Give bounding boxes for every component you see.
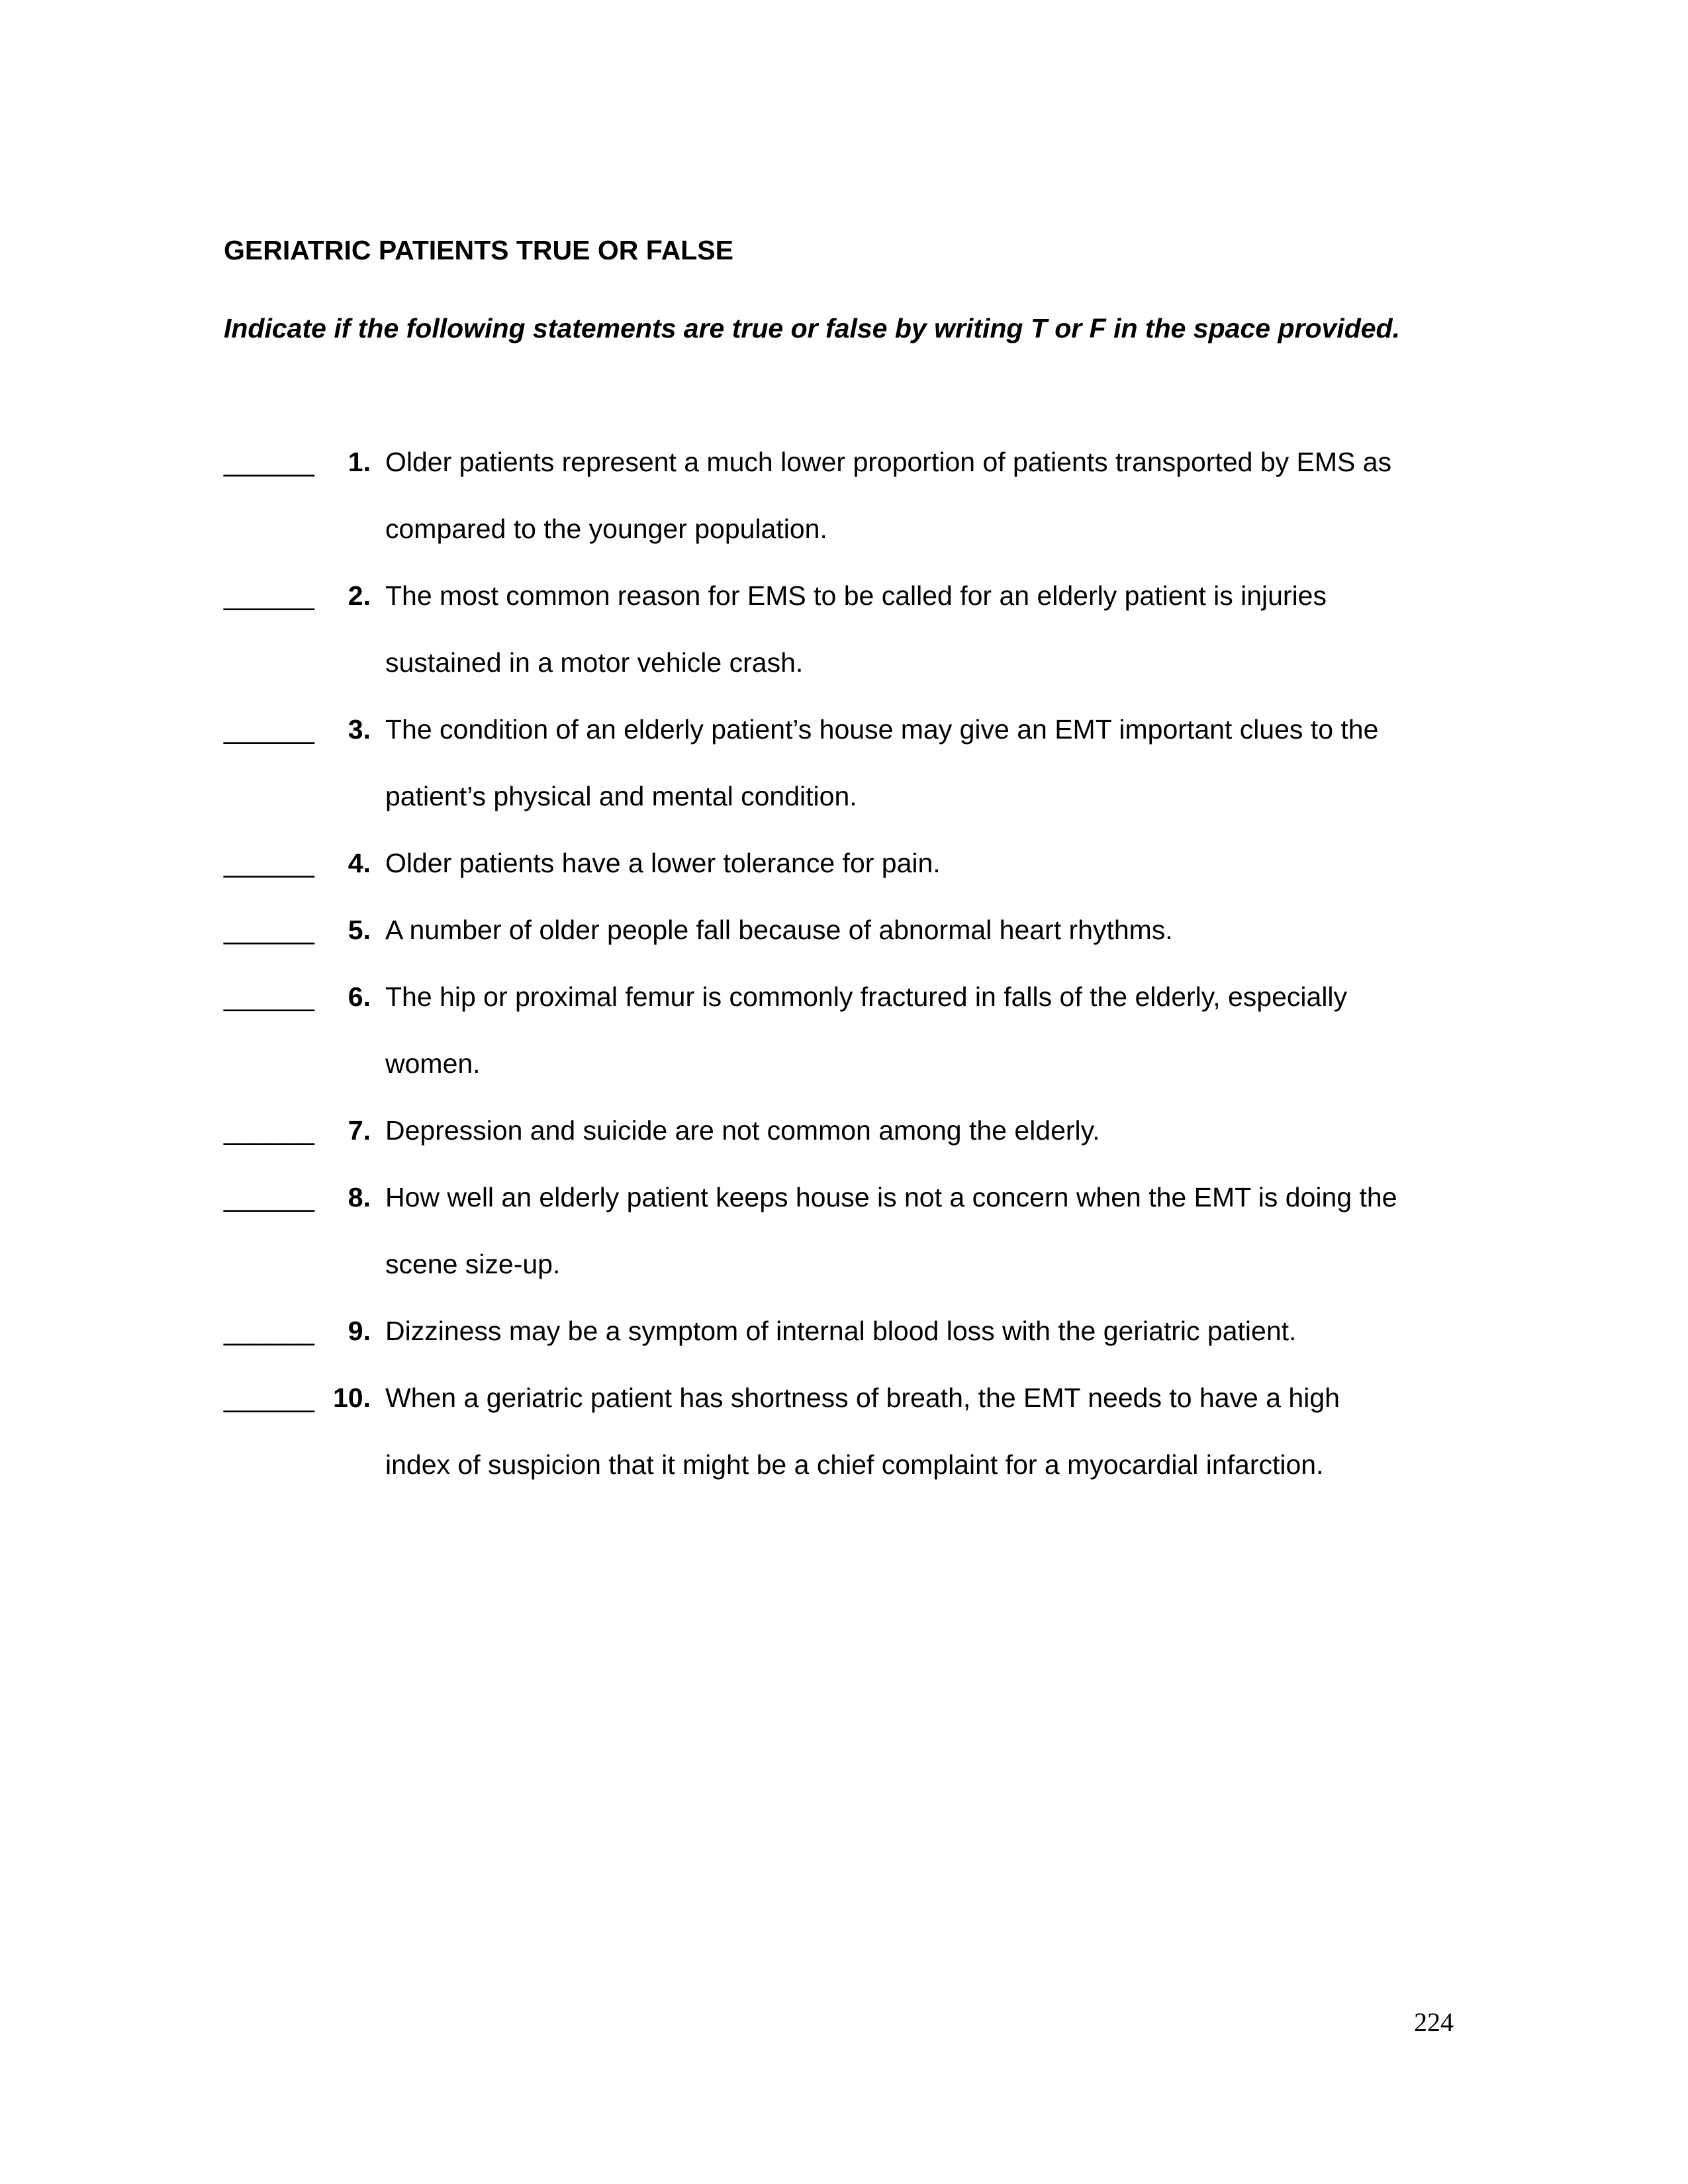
question-number: 5. xyxy=(348,915,371,945)
answer-blank[interactable]: ______ xyxy=(224,1383,314,1413)
question-item xyxy=(224,897,1415,964)
question-number: 3. xyxy=(348,714,371,745)
question-text: The condition of an elderly patient’s house may give an EMT important clues to the patient’s physical and mental condition. xyxy=(385,714,1379,811)
question-item xyxy=(224,1164,1415,1298)
question-item xyxy=(224,696,1415,830)
question-number: 10. xyxy=(333,1383,371,1413)
page-title: GERIATRIC PATIENTS TRUE OR FALSE xyxy=(224,235,733,265)
question-item xyxy=(224,563,1415,696)
question-number: 8. xyxy=(348,1182,371,1212)
answer-blank[interactable]: ______ xyxy=(224,1115,314,1146)
question-text: The most common reason for EMS to be called for an elderly patient is injuries sustained in a motor vehicle crash. xyxy=(385,580,1327,678)
answer-blank[interactable]: ______ xyxy=(224,447,314,477)
answer-blank[interactable]: ______ xyxy=(224,981,314,1012)
question-list xyxy=(224,429,1415,1498)
question-item xyxy=(224,830,1415,897)
question-text: A number of older people fall because of abnormal heart rhythms. xyxy=(385,915,1173,945)
question-number: 9. xyxy=(348,1316,371,1346)
page-number: 224 xyxy=(1414,2007,1454,2037)
question-item xyxy=(224,1298,1415,1365)
question-text: Dizziness may be a symptom of internal blood loss with the geriatric patient. xyxy=(385,1316,1297,1346)
question-number: 2. xyxy=(348,580,371,611)
question-text: The hip or proximal femur is commonly fractured in falls of the elderly, especially women. xyxy=(385,981,1348,1079)
question-number: 7. xyxy=(348,1115,371,1146)
question-text: How well an elderly patient keeps house is not a concern when the EMT is doing the scene size-up. xyxy=(385,1182,1397,1279)
question-number: 4. xyxy=(348,848,371,878)
question-number: 6. xyxy=(348,981,371,1012)
question-text: Older patients represent a much lower proportion of patients transported by EMS as compared to the younger population. xyxy=(385,447,1392,544)
answer-blank[interactable]: ______ xyxy=(224,1316,314,1346)
answer-blank[interactable]: ______ xyxy=(224,1182,314,1212)
question-item xyxy=(224,1365,1415,1498)
question-item xyxy=(224,1097,1415,1164)
answer-blank[interactable]: ______ xyxy=(224,714,314,745)
answer-blank[interactable]: ______ xyxy=(224,848,314,878)
question-text: Depression and suicide are not common among the elderly. xyxy=(385,1115,1100,1146)
question-item xyxy=(224,429,1415,563)
answer-blank[interactable]: ______ xyxy=(224,580,314,611)
answer-blank[interactable]: ______ xyxy=(224,915,314,945)
question-number: 1. xyxy=(348,447,371,477)
question-text: Older patients have a lower tolerance for pain. xyxy=(385,848,941,878)
instructions: Indicate if the following statements are true or false by writing T or F in the space provided. xyxy=(224,313,1400,343)
question-item xyxy=(224,964,1415,1097)
question-text: When a geriatric patient has shortness of breath, the EMT needs to have a high index of suspicion that it might be a chief complaint for a myocardial infarction. xyxy=(385,1383,1340,1480)
